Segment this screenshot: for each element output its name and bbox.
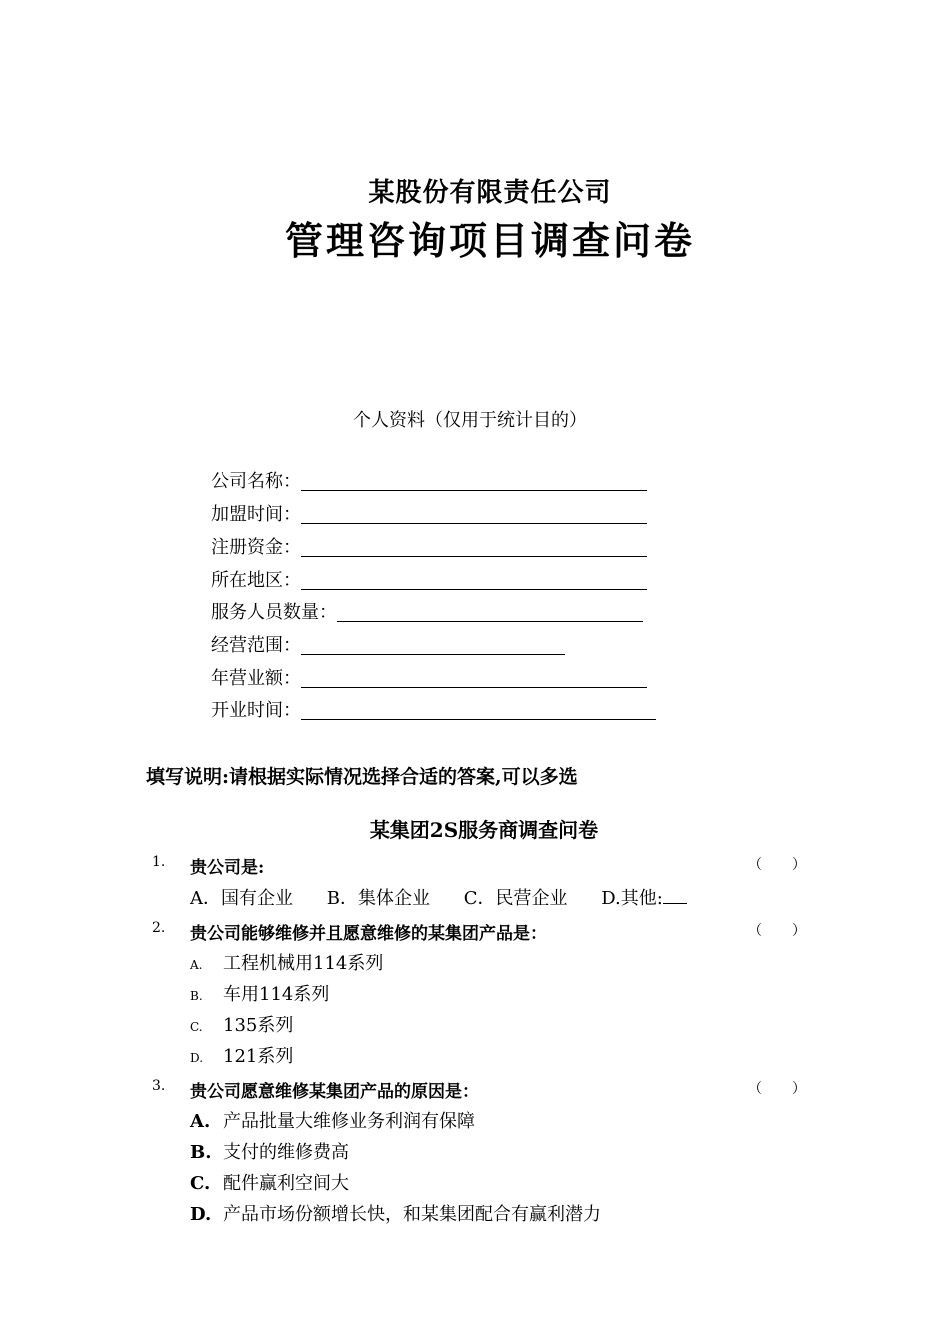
option-letter: B. [190,1142,212,1163]
field-label: 服务人员数量： [211,602,337,623]
answer-box-close: ） [792,1081,806,1097]
option-text: 135系列 [223,1015,294,1036]
question-text: 贵公司愿意维修某集团产品的原因是： [190,1082,479,1102]
field-label: 所在地区： [211,570,301,591]
question-number: 1. [152,854,166,870]
answer-box[interactable] [748,854,806,874]
option-c[interactable]: C．民营企业 [463,888,568,909]
annual-revenue-field[interactable] [211,664,647,692]
option-text: 支付的维修费高 [223,1142,349,1163]
question-text: 贵公司是: [190,858,265,878]
option-c[interactable] [190,1011,293,1037]
blank-line[interactable] [337,601,643,622]
registered-capital-field[interactable] [211,533,647,561]
service-staff-count-field[interactable] [211,598,643,626]
option-c[interactable] [190,1169,349,1195]
option-letter: D. [190,1204,212,1225]
option-text: 车用114系列 [223,984,330,1005]
option-b[interactable] [190,1138,349,1164]
personal-info-heading: 个人资料（仅用于统计目的） [353,410,587,431]
option-letter: D. [190,1051,204,1065]
option-letter: A. [190,1111,211,1132]
option-text: 配件赢利空间大 [223,1173,349,1194]
company-name-field[interactable] [211,467,647,495]
option-a[interactable]: A．国有企业 [190,888,293,909]
option-a[interactable] [190,949,383,975]
answer-box[interactable] [748,920,806,940]
option-letter: A. [190,958,203,972]
question-1-options [190,884,715,910]
blank-line[interactable] [301,699,656,720]
answer-box-open: （ [748,923,762,939]
business-scope-field[interactable] [211,631,565,659]
join-date-field[interactable] [211,500,647,528]
answer-box-open: （ [748,1081,762,1097]
field-label: 注册资金： [211,537,301,558]
option-text: 121系列 [223,1046,294,1067]
option-d-label: D.其他: [601,888,663,909]
field-label: 公司名称： [211,471,301,492]
company-name: 某股份有限责任公司 [368,178,612,208]
other-blank-line[interactable] [663,887,687,904]
document-title: 管理咨询项目调查问卷 [284,218,695,263]
field-label: 年营业额： [211,668,301,689]
option-d[interactable] [190,1042,293,1068]
opening-date-field[interactable] [211,696,656,724]
question-number: 3. [152,1078,166,1094]
answer-box-close: ） [792,857,806,873]
blank-line[interactable] [301,667,647,688]
survey-title: 某集团2S服务商调查问卷 [369,818,599,842]
option-d[interactable] [190,1200,601,1226]
blank-line[interactable] [301,503,647,524]
blank-line[interactable] [301,634,565,655]
blank-line[interactable] [301,536,647,557]
option-b[interactable] [190,980,329,1006]
answer-box-close: ） [792,923,806,939]
option-text: 产品市场份额增长快，和某集团配合有赢利潜力 [223,1204,601,1225]
answer-box[interactable] [748,1078,806,1098]
blank-line[interactable] [301,470,647,491]
option-d[interactable] [601,888,715,909]
option-text: 工程机械用114系列 [223,953,384,974]
option-b[interactable]: B．集体企业 [326,888,430,909]
question-number: 2. [152,920,166,936]
answer-box-open: （ [748,857,762,873]
field-label: 加盟时间： [211,504,301,525]
option-text: 产品批量大维修业务利润有保障 [223,1111,475,1132]
blank-line[interactable] [301,569,647,590]
option-letter: B. [190,989,203,1003]
question-text: 贵公司能够维修并且愿意维修的某集团产品是： [190,924,547,944]
option-letter: C. [190,1020,203,1034]
option-a[interactable] [190,1107,475,1133]
option-letter: C. [190,1173,211,1194]
region-field[interactable] [211,566,647,594]
field-label: 开业时间： [211,700,301,721]
fill-instructions: 填写说明:请根据实际情况选择合适的答案,可以多选 [146,766,578,788]
field-label: 经营范围： [211,635,301,656]
